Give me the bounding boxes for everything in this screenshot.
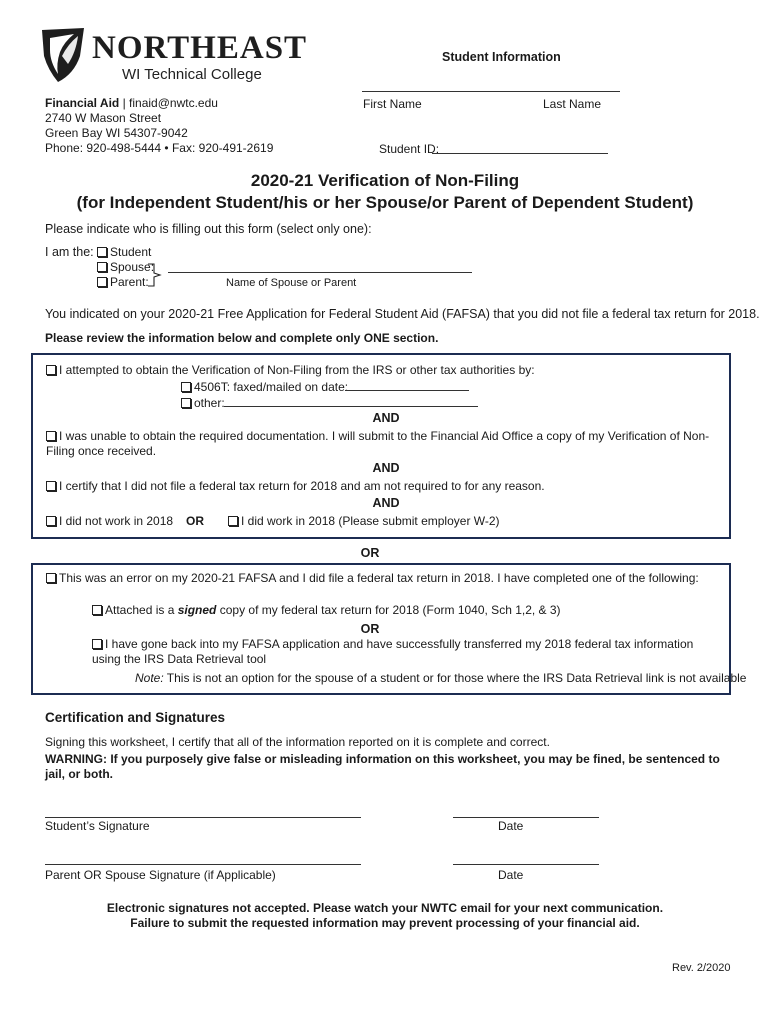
address-line-1: 2740 W Mason Street	[45, 111, 162, 125]
fafsa-note: You indicated on your 2020-21 Free Application for Federal Student Aid (FAFSA) that you did not file a federal tax return for 2018.	[45, 307, 760, 321]
did-not-work-checkbox[interactable]	[46, 516, 56, 526]
footer-line-2: Failure to submit the requested information may prevent processing of your financial aid.	[130, 916, 640, 930]
footer-line-1: Electronic signatures not accepted. Please watch your NWTC email for your next communication.	[106, 901, 664, 915]
did-work-checkbox[interactable]	[228, 516, 238, 526]
spouse-checkbox[interactable]	[97, 262, 107, 272]
first-name-label: First Name	[363, 97, 422, 111]
option-student[interactable]	[97, 245, 151, 260]
financial-aid-contact: Financial Aid | finaid@nwtc.edu	[45, 96, 218, 110]
college-subtitle: WI Technical College	[122, 66, 262, 83]
4506t-checkbox[interactable]	[181, 382, 191, 392]
other-checkbox[interactable]	[181, 398, 191, 408]
student-checkbox[interactable]	[97, 247, 107, 257]
certification-heading: Certification and Signatures	[45, 710, 226, 725]
or-label-section2: OR	[360, 622, 380, 636]
last-name-label: Last Name	[543, 97, 602, 111]
college-logo-icon	[40, 26, 86, 84]
revision-date: Rev. 2/2020	[672, 962, 731, 974]
date-label-2: Date	[498, 868, 524, 882]
office-email: finaid@nwtc.edu	[129, 96, 218, 110]
error-option[interactable]	[46, 571, 699, 586]
attached-label-post: copy of my federal tax return for 2018 (Form 1040, Sch 1,2, & 3)	[216, 603, 561, 617]
did-work-label: I did work in 2018 (Please submit employer W-2)	[241, 514, 500, 528]
parent-date-field[interactable]	[453, 864, 599, 865]
spouse-option-label: Spouse:	[110, 260, 155, 274]
address-line-2: Green Bay WI 54307-9042	[45, 126, 188, 140]
warning-statement: WARNING: If you purposely give false or misleading information on this worksheet, you may be fined, be sentenced to jail, or both.	[45, 752, 720, 781]
parent-signature-label: Parent OR Spouse Signature (if Applicable)	[45, 868, 276, 882]
option-other[interactable]	[181, 396, 225, 411]
4506t-date-field[interactable]	[345, 390, 469, 391]
drt-note	[135, 671, 746, 686]
student-date-field[interactable]	[453, 817, 599, 818]
college-name: NORTHEAST	[92, 30, 308, 66]
student-name-field[interactable]	[362, 91, 620, 92]
student-option-label: Student	[110, 245, 152, 259]
brace-icon	[146, 262, 168, 288]
student-id-field[interactable]	[432, 153, 608, 154]
did-not-work-option[interactable]	[46, 514, 173, 529]
attempted-option[interactable]	[46, 363, 535, 378]
other-label: other:	[194, 396, 225, 410]
attempted-label: I attempted to obtain the Verification of Non-Filing from the IRS or other tax authorities by:	[59, 363, 535, 377]
error-label: This was an error on my 2020-21 FAFSA and I did file a federal tax return in 2018. I have completed one of the following:	[59, 571, 699, 585]
signing-statement: Signing this worksheet, I certify that all of the information reported on it is complete and correct.	[45, 735, 550, 749]
and-label-1: AND	[372, 411, 400, 425]
phone-fax: Phone: 920-498-5444 • Fax: 920-491-2619	[45, 141, 274, 155]
option-4506t[interactable]	[181, 380, 348, 395]
certify-option[interactable]	[46, 479, 545, 494]
parent-option-label: Parent:	[110, 275, 149, 289]
4506t-label: 4506T: faxed/mailed on date:	[194, 380, 349, 394]
review-note: Please review the information below and complete only ONE section.	[45, 331, 439, 345]
parent-checkbox[interactable]	[97, 277, 107, 287]
went-back-label: I have gone back into my FAFSA application and have successfully transferred my 2018 federal tax information using the IRS Data Retrieval tool	[92, 637, 694, 666]
student-signature-label: Student’s Signature	[45, 819, 150, 833]
other-field[interactable]	[224, 406, 478, 407]
student-signature-field[interactable]	[45, 817, 361, 818]
student-id-label: Student ID:	[379, 142, 440, 156]
date-label-1: Date	[498, 819, 524, 833]
attached-option[interactable]	[92, 603, 561, 618]
name-caption: Name of Spouse or Parent	[226, 277, 357, 289]
parent-signature-field[interactable]	[45, 864, 361, 865]
did-not-work-label: I did not work in 2018	[59, 514, 174, 528]
and-label-3: AND	[372, 496, 400, 510]
attempted-checkbox[interactable]	[46, 365, 56, 375]
office-name: Financial Aid	[45, 96, 120, 110]
note-label: Note:	[135, 671, 164, 685]
error-checkbox[interactable]	[46, 573, 56, 583]
form-title: 2020-21 Verification of Non-Filing	[250, 171, 520, 190]
i-am-label: I am the:	[45, 245, 94, 259]
unable-checkbox[interactable]	[46, 431, 56, 441]
went-back-checkbox[interactable]	[92, 639, 102, 649]
attached-label-signed: signed	[177, 603, 217, 617]
unable-option[interactable]	[46, 429, 726, 459]
or-label-inline: OR	[186, 514, 204, 528]
option-parent[interactable]	[97, 275, 149, 290]
certify-label: I certify that I did not file a federal tax return for 2018 and am not required to for any reason.	[59, 479, 545, 493]
did-work-option[interactable]	[228, 514, 500, 529]
and-label-2: AND	[372, 461, 400, 475]
form-subtitle: (for Independent Student/his or her Spouse/or Parent of Dependent Student)	[76, 193, 694, 212]
went-back-option[interactable]	[92, 637, 722, 667]
or-between-sections: OR	[360, 546, 380, 560]
unable-label: I was unable to obtain the required documentation. I will submit to the Financial Aid Office a copy of my Verification of Non-Filing once received.	[46, 429, 710, 458]
indicate-prompt: Please indicate who is filling out this form (select only one):	[45, 222, 372, 236]
note-text: This is not an option for the spouse of a student or for those where the IRS Data Retrieval link is not available	[163, 671, 747, 685]
spouse-parent-name-field[interactable]	[168, 272, 472, 273]
student-info-title: Student Information	[442, 50, 561, 64]
attached-checkbox[interactable]	[92, 605, 102, 615]
attached-label-pre: Attached is a	[105, 603, 178, 617]
certify-checkbox[interactable]	[46, 481, 56, 491]
